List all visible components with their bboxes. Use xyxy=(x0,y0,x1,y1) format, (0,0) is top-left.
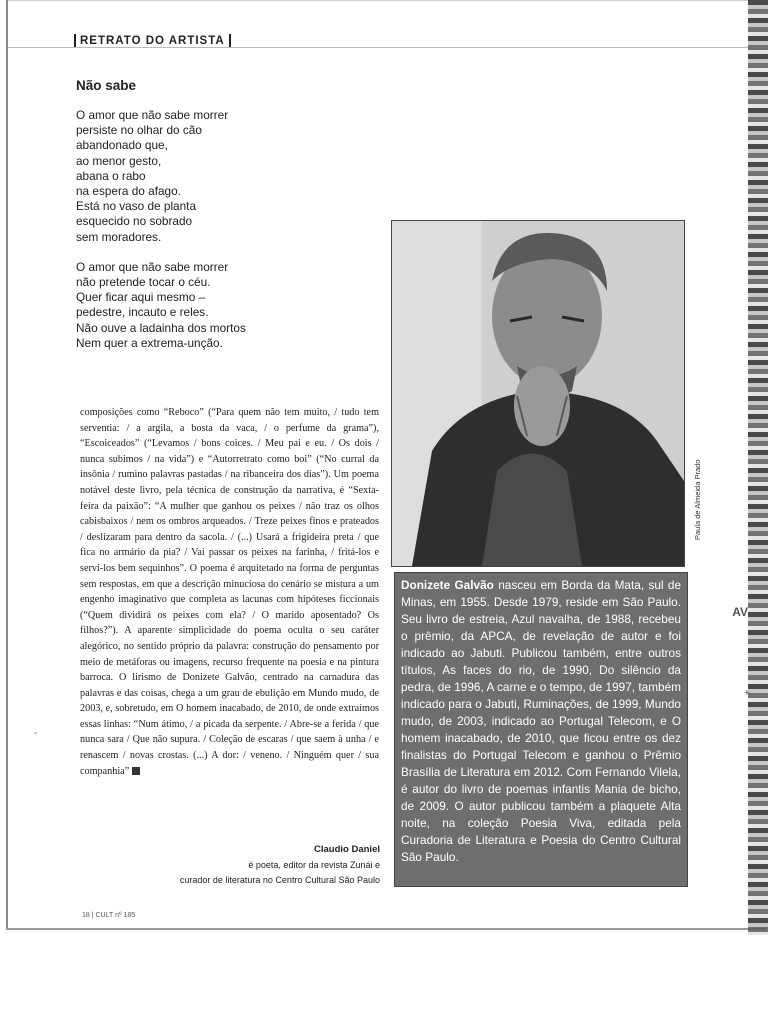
poem-line: O amor que não sabe morrer xyxy=(76,259,229,274)
poem-line: Nem quer a extrema-unção. xyxy=(76,335,223,350)
section-label: RETRATO DO ARTISTA xyxy=(74,34,231,48)
scan-edge-strip xyxy=(748,0,768,935)
poem-line: Não ouve a ladainha dos mortos xyxy=(76,320,246,335)
article-body-text: composições como “Reboco” (“Para quem não tem muito, / tudo tem serventia: / a argila, a bosta da vaca, / o perfume da grama”), “Escoiceados” (“Levamos / bons coices. / Meu pai e eu. / Os dois / nunca subimos / na vida”) e “Autorretrato como boi” (“No curral da insônia / rumino palavras pastadas / na ribanceira dos dias”). Um poema notável deste livro, pela técnica de construção da narrativa, é “Sexta-feira da paixão”: “A mulher que ganhou os peixes / não traz os olhos cabisbaixos / nem os ombros arqueados. / Treze peixes finos e prateados / deslizaram para dentro da sacola. / (...) Usará a frigideira preta / que fica no armário da pia? / Vai passar os peixes na farinha, / fritá-los e servi-los bem sequinhos”. O poema é arquitetado na forma de perguntas sem respostas, em que a descrição minuciosa do cenário se mistura a um engenho imaginativo que completa as lacunas com hipóteses ficcionais (“Quem dividirá os peixes com ela? / O marido aposentado? Os filhos?”). A aparente simplicidade do poema oculta o seu caráter alegórico, no sentido próprio da palavra: construção do pensamento por meio de metáforas ou imagens, recurso frequente na poesia e na pintura barroca. O lirismo de Donizete Galvão, centrado na carnadura das palavras e das coisas, chega a um grau de ebulição em Mundo mudo, de 2003, e, sobretudo, em O homem inacabado, de 2010, de onde extraímos essas linhas: “Num átimo, / a picada da serpente. / Abre-se a ferida / que nunca sara / Que não supura. / Coleção de escaras / que saem à unha / e renascem / novas crostas. (...) A dor: / veneno. / Ninguém quer / sua companhia” xyxy=(80,407,379,777)
poem-line: persiste no olhar do cão xyxy=(76,123,202,138)
section-rule xyxy=(8,47,748,48)
author-bio-box xyxy=(394,572,688,887)
portrait-illustration xyxy=(392,221,684,566)
page-folio: 18 | CULT nº 185 xyxy=(82,912,136,919)
poem-line: Está no vaso de planta xyxy=(76,199,197,214)
poem-line: abana o rabo xyxy=(76,168,146,183)
author-portrait-photo xyxy=(391,220,685,567)
poem-stanza-1 xyxy=(76,108,246,245)
poem-line: não pretende tocar o céu. xyxy=(76,275,211,290)
poem-line: esquecido no sobrado xyxy=(76,214,193,229)
bio-body-text: nasceu em Borda da Mata, sul de Minas, em 1955. Desde 1979, reside em São Paulo. Seu livro de estreia, Azul navalha, de 1988, recebeu o prêmio, da APCA, de revelação de autor e foi indicado ao Jabuti. Publicou também, entre outros títulos, As faces do rio, de 1990, Do silêncio da pedra, de 1996, A carne e o tempo, de 1997, também indicado para o Jabuti, Ruminações, de 1999, Mundo mudo, de 2003, indicado ao Portugal Telecom, e O homem inacabado, de 2010, que ficou entre os dez finalistas do Portugal Telecom e ganhou o Prêmio Brasília de Literatura em 2012. Com Fernando Vilela, é autor do livro de poemas infantis Mania de bicho, de 2009. O autor publicou também a plaquete Alta noite, na coleção Poesia Viva, editada pela Curadoria de Literatura e Poesia do Centro Cultural São Paulo. xyxy=(401,578,682,864)
poem-line: ao menor gesto, xyxy=(76,153,162,168)
top-edge-rule xyxy=(8,0,750,1)
margin-artifact-mark: + xyxy=(744,688,750,699)
margin-artifact-mark: - xyxy=(34,728,38,739)
author-signature xyxy=(160,842,380,889)
end-of-article-icon xyxy=(132,767,140,775)
author-name: Claudio Daniel xyxy=(314,844,380,855)
poem-line: abandonado que, xyxy=(76,138,168,153)
scan-edge-mark: AV xyxy=(732,605,748,619)
poem-stanza-2 xyxy=(76,260,246,351)
author-bio-line: é poeta, editor da revista Zunái e xyxy=(248,859,380,870)
page-bottom-edge xyxy=(6,928,766,930)
poem-line: Quer ficar aqui mesmo – xyxy=(76,290,206,305)
bio-text xyxy=(395,573,687,870)
photo-credit: Paula de Almeida Prado xyxy=(693,459,702,540)
poem-line: sem moradores. xyxy=(76,229,162,244)
author-bio-line: curador de literatura no Centro Cultural São Paulo xyxy=(179,875,380,886)
article-body xyxy=(80,405,379,779)
poem-line: na espera do afago. xyxy=(76,184,181,199)
poem-line: O amor que não sabe morrer xyxy=(76,108,229,122)
bio-author-name: Donizete Galvão xyxy=(401,578,494,592)
poem-line: pedestre, incauto e reles. xyxy=(76,305,209,320)
poem-title: Não sabe xyxy=(76,78,137,93)
page-left-edge xyxy=(6,0,8,930)
poem-body xyxy=(76,108,246,366)
